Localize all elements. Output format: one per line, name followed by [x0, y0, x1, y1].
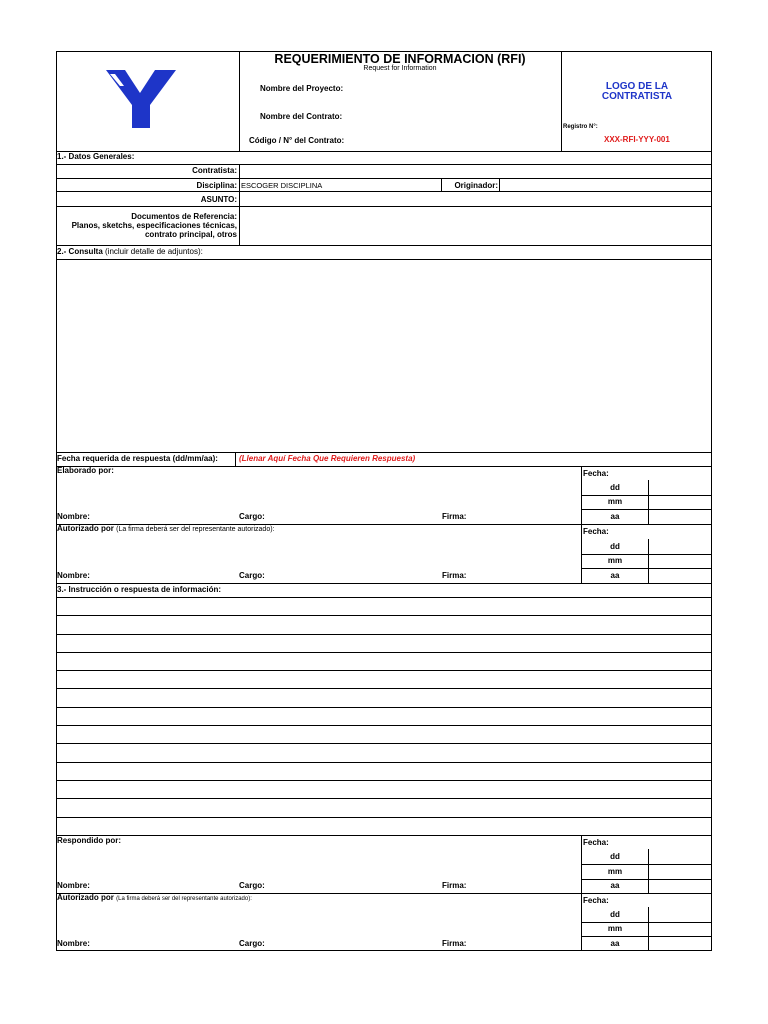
autorizado-2-dd-label: dd	[610, 910, 620, 919]
autorizado-2-mm-field[interactable]	[649, 923, 711, 936]
company-logo	[104, 68, 182, 130]
respondido-fecha-label: Fecha:	[583, 838, 609, 847]
elaborado-nombre-label: Nombre:	[57, 512, 90, 521]
asunto-field[interactable]	[240, 192, 711, 205]
contratista-label: Contratista:	[192, 166, 237, 175]
docs-reference-label: Documentos de Referencia:	[131, 212, 237, 221]
consulta-textarea[interactable]	[57, 260, 711, 451]
respondido-mm-label: mm	[607, 867, 623, 876]
originador-label: Originador:	[454, 181, 498, 190]
elaborado-aa-field[interactable]	[649, 510, 711, 523]
disciplina-label: Disciplina:	[196, 181, 237, 190]
autorizado-1-aa-field[interactable]	[649, 569, 711, 582]
autorizado-2-firma-label: Firma:	[442, 939, 467, 948]
autorizado-1-mm-label: mm	[607, 556, 623, 565]
autorizado-1-aa-label: aa	[610, 571, 620, 580]
autorizado-1-dd-field[interactable]	[649, 540, 711, 554]
elaborado-firma-label: Firma:	[442, 512, 467, 521]
fecha-requerida-field[interactable]: (Llenar Aquí Fecha Que Requieren Respuesta)	[239, 454, 416, 463]
respuesta-textarea[interactable]	[57, 598, 711, 835]
respondido-aa-field[interactable]	[649, 880, 711, 893]
elaborado-mm-field[interactable]	[649, 496, 711, 509]
autorizado-1-firma-label: Firma:	[442, 571, 467, 580]
contractor-logo-placeholder-line2: CONTRATISTA	[601, 91, 673, 102]
section-1-label: 1.- Datos Generales:	[57, 152, 135, 161]
autorizado-2-label: Autorizado por (La firma deberá ser del representante autorizado):	[57, 893, 252, 902]
respondido-dd-label: dd	[610, 852, 620, 861]
contract-code-label: Código / N° del Contrato:	[249, 136, 345, 145]
respondido-cargo-label: Cargo:	[239, 881, 265, 890]
autorizado-2-aa-label: aa	[610, 939, 620, 948]
autorizado-1-cargo-label: Cargo:	[239, 571, 265, 580]
elaborado-cargo-label: Cargo:	[239, 512, 265, 521]
originador-field[interactable]	[500, 179, 711, 191]
project-name-label: Nombre del Proyecto:	[260, 84, 344, 93]
docs-reference-field[interactable]	[240, 207, 711, 244]
form-title: REQUERIMIENTO DE INFORMACION (RFI)	[274, 52, 526, 66]
registro-label: Registro N°:	[563, 124, 598, 130]
asunto-label: ASUNTO:	[200, 195, 237, 204]
fecha-requerida-label: Fecha requerida de respuesta (dd/mm/aa):	[57, 454, 218, 463]
contratista-field[interactable]	[240, 165, 711, 178]
autorizado-1-fecha-label: Fecha:	[583, 527, 609, 536]
respondido-mm-field[interactable]	[649, 865, 711, 879]
respondido-nombre-label: Nombre:	[57, 881, 90, 890]
section-2-label: 2.- Consulta (incluir detalle de adjuntos):	[57, 247, 203, 256]
autorizado-2-aa-field[interactable]	[649, 937, 711, 950]
autorizado-2-dd-field[interactable]	[649, 908, 711, 922]
elaborado-dd-label: dd	[610, 483, 620, 492]
elaborado-aa-label: aa	[610, 512, 620, 521]
autorizado-2-nombre-label: Nombre:	[57, 939, 90, 948]
respondido-dd-field[interactable]	[649, 850, 711, 864]
autorizado-2-fecha-label: Fecha:	[583, 896, 609, 905]
autorizado-1-nombre-label: Nombre:	[57, 571, 90, 580]
disciplina-select[interactable]: ESCOGER DISCIPLINA	[241, 181, 323, 190]
respondido-firma-label: Firma:	[442, 881, 467, 890]
contractor-logo-placeholder-line1: LOGO DE LA	[605, 81, 669, 92]
elaborado-dd-field[interactable]	[649, 481, 711, 495]
autorizado-1-mm-field[interactable]	[649, 555, 711, 568]
section-3-label: 3.- Instrucción o respuesta de información:	[57, 585, 222, 594]
docs-reference-hint-1: Planos, sketchs, especificaciones técnicas,	[71, 221, 237, 230]
autorizado-2-mm-label: mm	[607, 924, 623, 933]
autorizado-1-label: Autorizado por (La firma deberá ser del representante autorizado):	[57, 524, 275, 533]
form-subtitle: Request for Information	[363, 65, 437, 72]
respondido-aa-label: aa	[610, 881, 620, 890]
elaborado-fecha-label: Fecha:	[583, 469, 609, 478]
elaborado-mm-label: mm	[607, 497, 623, 506]
docs-reference-hint-2: contrato principal, otros	[144, 230, 237, 239]
contract-name-label: Nombre del Contrato:	[260, 112, 343, 121]
autorizado-1-dd-label: dd	[610, 542, 620, 551]
autorizado-2-cargo-label: Cargo:	[239, 939, 265, 948]
elaborado-por-label: Elaborado por:	[57, 466, 114, 475]
registro-value[interactable]: XXX-RFI-YYY-001	[604, 135, 670, 144]
respondido-por-label: Respondido por:	[57, 836, 121, 845]
